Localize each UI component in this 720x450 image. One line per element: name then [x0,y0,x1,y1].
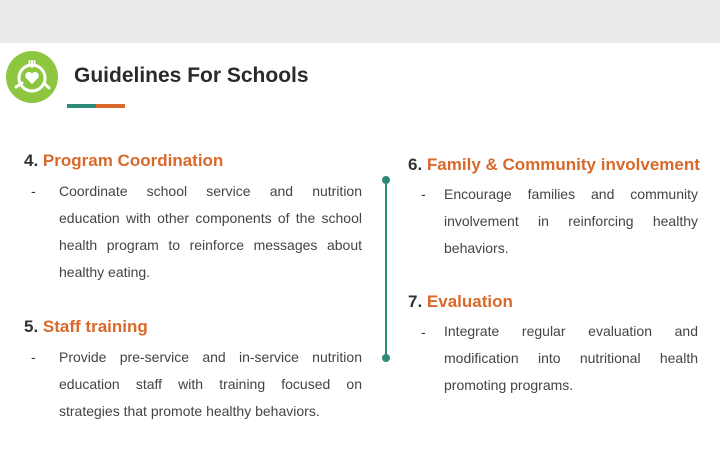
section-heading-evaluation [408,292,513,312]
underline-teal-segment [67,104,96,108]
section-text-staff-training: Provide pre-service and in-service nutrition education staff with training focused on strategies that promote healthy behaviors. [59,349,362,419]
bullet-dash: - [31,183,36,199]
divider-dot-bottom [382,354,390,362]
top-bar [0,0,720,43]
page-title: Guidelines For Schools [74,64,309,87]
section-number: 4. [24,151,39,170]
section-text-family-community: Encourage families and community involvement in reinforcing healthy behaviors. [444,186,698,256]
heart-plate-cutlery-icon [6,51,58,103]
section-heading-family-community [408,155,700,175]
section-number: 5. [24,317,39,336]
bullet-dash: - [31,349,36,365]
column-divider-line [385,180,387,358]
section-title: Staff training [42,317,148,336]
divider-dot-top [382,176,390,184]
section-heading-program-coordination [24,151,223,171]
underline-orange-segment [96,104,125,108]
title-underline [67,104,125,108]
bullet-dash: - [421,324,426,340]
section-number: 7. [408,292,423,311]
section-title: Evaluation [426,292,513,311]
logo [6,51,58,103]
section-text-program-coordination: Coordinate school service and nutrition education with other components of the school health program to reinforce messages about healthy eating. [59,183,362,280]
section-title: Program Coordination [42,151,224,170]
section-title: Family & Community involvement [426,155,700,174]
section-heading-staff-training [24,317,148,337]
section-text-evaluation: Integrate regular evaluation and modification into nutritional health promoting programs. [444,323,698,393]
bullet-dash: - [421,186,426,202]
section-number: 6. [408,155,423,174]
